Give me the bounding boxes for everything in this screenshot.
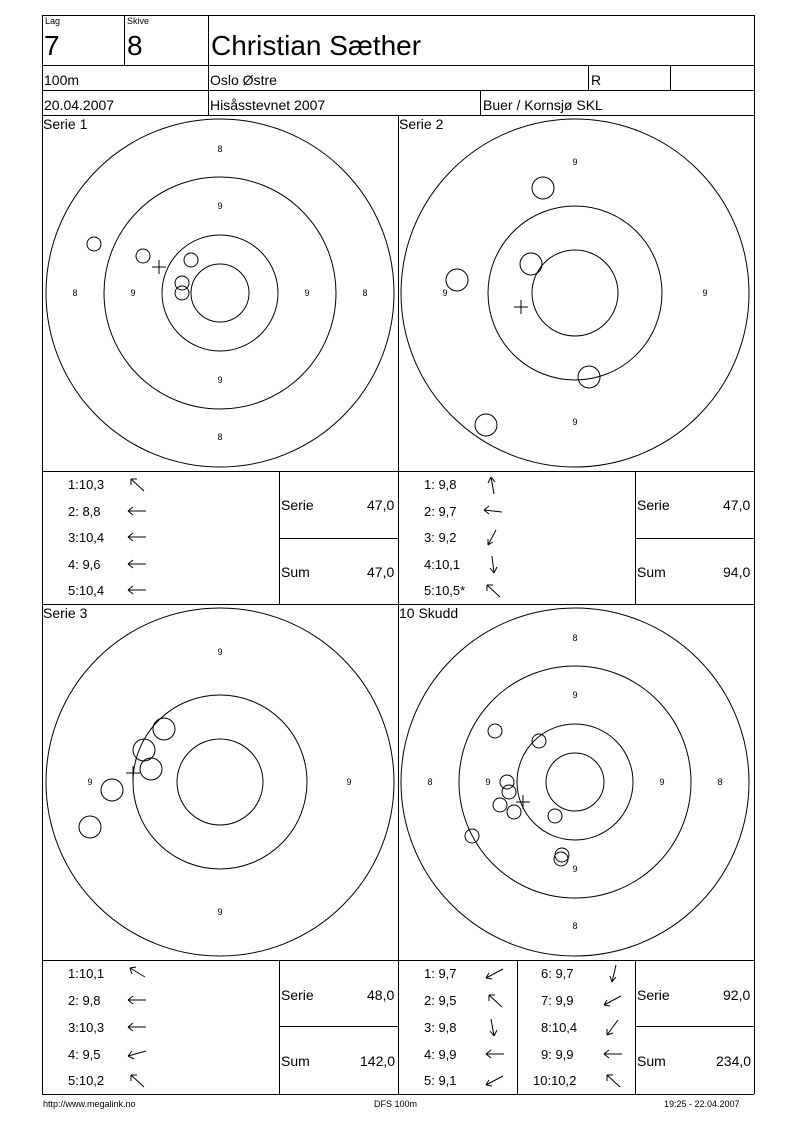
shot-score: 2: 9,8 — [68, 993, 101, 1008]
shot-score: 4:10,1 — [424, 557, 461, 572]
shot-score: 5:10,5* — [424, 583, 466, 598]
shot-score: 3:10,4 — [68, 530, 105, 545]
ring-label: 8 — [362, 288, 368, 298]
shot-hole — [507, 805, 521, 819]
shot-score: 3: 9,8 — [424, 1020, 457, 1035]
skive-value: 8 — [127, 30, 143, 61]
arrow-w-icon — [484, 506, 502, 514]
ring-label: 8 — [217, 144, 223, 154]
shot-score: 4: 9,5 — [68, 1047, 101, 1062]
shot-score: 3:10,3 — [68, 1020, 105, 1035]
lag-value: 7 — [44, 30, 60, 61]
ring-label: 8 — [217, 432, 223, 442]
footer-url[interactable]: http://www.megalink.no — [43, 1099, 136, 1109]
shot-score: 5: 9,1 — [424, 1073, 457, 1088]
arrow-nw-icon — [130, 967, 145, 977]
shot-hole — [446, 269, 468, 291]
shot-score: 6: 9,7 — [541, 966, 574, 981]
arrow-sw-icon — [604, 996, 621, 1006]
shot-hole — [500, 775, 514, 789]
shot-score: 8:10,4 — [541, 1020, 578, 1035]
ring-label: 9 — [572, 157, 578, 167]
shot-score: 1:10,3 — [68, 477, 105, 492]
event: Hisåsstevnet 2007 — [210, 97, 326, 113]
direction-arrows-10-skudd-right — [600, 963, 626, 1094]
arrow-s-icon — [610, 965, 616, 982]
ring-label: 9 — [442, 288, 448, 298]
shot-score: 10:10,2 — [533, 1073, 577, 1088]
shot-score: 4: 9,6 — [68, 557, 101, 572]
ring-label: 9 — [572, 417, 578, 427]
shot-hole — [79, 816, 101, 838]
shot-score: 2: 9,5 — [424, 993, 457, 1008]
shot-hole — [153, 718, 175, 740]
serie-value: 47,0 — [367, 497, 395, 513]
lag-label: Lag — [45, 16, 61, 26]
shot-hole — [493, 798, 507, 812]
arrow-w-icon — [128, 586, 146, 594]
ring-label: 9 — [87, 777, 93, 787]
shot-hole — [136, 249, 150, 263]
ring-label: 9 — [304, 288, 310, 298]
arrow-s-icon — [490, 1019, 497, 1036]
sum-value: 47,0 — [367, 564, 395, 580]
arrow-sw-icon — [607, 1020, 618, 1035]
shot-hole — [488, 724, 502, 738]
distance: 100m — [44, 72, 80, 88]
mean-point-cross — [514, 300, 528, 314]
ring-label: 9 — [659, 777, 665, 787]
serie-label: Serie — [281, 987, 314, 1003]
sum-value: 142,0 — [360, 1053, 396, 1069]
sum-label: Sum — [637, 1053, 666, 1069]
location: Buer / Kornsjø SKL — [483, 97, 603, 113]
serie-label: Serie — [637, 497, 670, 513]
ring-label: 9 — [217, 375, 223, 385]
serie-value: 48,0 — [367, 987, 395, 1003]
panel-title-serie-1: Serie 1 — [43, 116, 88, 132]
ring-label: 8 — [572, 633, 578, 643]
arrow-n-icon — [488, 477, 495, 494]
shot-hole — [140, 758, 162, 780]
skive-label: Skive — [127, 16, 150, 26]
ring-label: 9 — [572, 864, 578, 874]
arrow-w-icon — [486, 1050, 504, 1058]
arrow-w-icon — [128, 1051, 146, 1059]
arrow-w-icon — [128, 1023, 146, 1031]
direction-arrows-serie-1 — [124, 474, 150, 604]
shot-hole — [532, 177, 554, 199]
ring-label: 9 — [346, 777, 352, 787]
date: 20.04.2007 — [44, 97, 115, 113]
arrow-w-icon — [128, 533, 146, 541]
arrow-w-icon — [128, 507, 146, 515]
shot-score: 2: 8,8 — [68, 504, 101, 519]
mean-point-cross — [152, 260, 166, 274]
club: Oslo Østre — [210, 72, 277, 88]
arrow-nw-icon — [489, 995, 502, 1007]
ring-label: 9 — [702, 288, 708, 298]
ring-label: 9 — [217, 647, 223, 657]
arrow-s-icon — [490, 556, 497, 573]
shot-hole — [502, 785, 516, 799]
shot-hole — [87, 237, 101, 251]
ring-label: 8 — [72, 288, 78, 298]
ring-label: 9 — [217, 201, 223, 211]
sum-value: 94,0 — [723, 564, 751, 580]
serie-value: 47,0 — [723, 497, 751, 513]
panel-title-serie-2: Serie 2 — [399, 116, 444, 132]
direction-arrows-serie-3 — [124, 963, 150, 1094]
serie-label: Serie — [637, 987, 670, 1003]
ring-label: 8 — [572, 921, 578, 931]
shot-score: 4: 9,9 — [424, 1047, 457, 1062]
shot-score: 1: 9,7 — [424, 966, 457, 981]
serie-label: Serie — [281, 497, 314, 513]
footer-timestamp: 19:25 - 22.04.2007 — [664, 1099, 740, 1109]
mean-point-cross — [126, 766, 140, 780]
panel-title-10-skudd: 10 Skudd — [399, 605, 459, 621]
shot-score: 3: 9,2 — [424, 530, 457, 545]
arrow-nw-icon — [131, 1075, 144, 1087]
direction-arrows-serie-2 — [480, 474, 506, 604]
shot-hole — [101, 779, 123, 801]
ring-label: 8 — [427, 777, 433, 787]
shot-score: 5:10,2 — [68, 1073, 105, 1088]
class: R — [591, 72, 602, 88]
shot-hole — [184, 253, 198, 267]
arrow-nw-icon — [487, 585, 500, 597]
arrow-w-icon — [128, 560, 146, 568]
target-10-skudd — [398, 604, 754, 960]
shot-score: 1:10,1 — [68, 966, 105, 981]
arrow-nw-icon — [607, 1075, 620, 1087]
shot-score: 5:10,4 — [68, 583, 105, 598]
ring-label: 8 — [717, 777, 723, 787]
ring-label: 9 — [130, 288, 136, 298]
sum-label: Sum — [281, 564, 310, 580]
ring-label: 9 — [217, 907, 223, 917]
target-serie-3 — [42, 604, 398, 960]
arrow-w-icon — [128, 996, 146, 1004]
ring-label: 9 — [485, 777, 491, 787]
arrow-sw-icon — [486, 969, 503, 979]
arrow-sw-icon — [488, 530, 496, 545]
sum-value: 234,0 — [716, 1053, 752, 1069]
target-serie-2 — [398, 115, 754, 471]
target-serie-1 — [42, 115, 398, 471]
ring-label: 9 — [572, 690, 578, 700]
shot-hole — [548, 809, 562, 823]
shot-score: 9: 9,9 — [541, 1047, 574, 1062]
arrow-w-icon — [604, 1050, 622, 1058]
shot-hole — [175, 286, 189, 300]
shot-score: 1: 9,8 — [424, 477, 457, 492]
sum-label: Sum — [281, 1053, 310, 1069]
shot-score: 2: 9,7 — [424, 504, 457, 519]
shooter-name: Christian Sæther — [211, 30, 422, 61]
footer-center: DFS 100m — [374, 1099, 418, 1109]
shot-hole — [475, 414, 497, 436]
serie-value: 92,0 — [723, 987, 751, 1003]
sum-label: Sum — [637, 564, 666, 580]
direction-arrows-10-skudd-left — [482, 963, 508, 1094]
shot-hole — [520, 253, 542, 275]
shot-score: 7: 9,9 — [541, 993, 574, 1008]
panel-title-serie-3: Serie 3 — [43, 605, 88, 621]
arrow-sw-icon — [486, 1076, 503, 1086]
arrow-nw-icon — [131, 479, 144, 491]
